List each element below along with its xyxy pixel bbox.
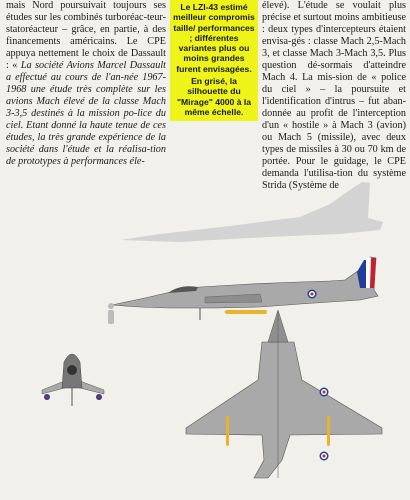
top-view-delta-wing [186,342,382,478]
lzi-43-front-view [42,354,104,406]
caption-main: Le LZI-43 estimé meilleur compromis taille/ performances ; différentes variantes plus ou moins grandes furent envisagées. [173,2,255,74]
top-view-missile-right [327,416,330,446]
side-roundel-inner [311,293,314,296]
caption-sidebar [170,0,258,121]
top-view-missile-left [226,416,229,446]
article-column-left [6,0,166,168]
front-view-intake [67,365,77,375]
lzi-43-side-view [112,257,378,320]
article-paragraph-right: élevé). L'étude se voulait plus précise et surtout moins ambitieuse : deux types d'intercepteurs étaient envisa-gés : classe Mach 2,5-Mach 3, et classe Mach 3-Mach 3,5. Plus question dé-sormais d'atteindre Mach 4. La mis-sion de « police du ciel » – la poursuite et l'identification d'intrus – fut aban-donnée au profit de l'interception d'un « hostile » à Mach 3 (avion) ou Mach 5 (missile), avec deux types de missiles à 30 ou 70 km de portée. Pour le guidage, le CPE demanda l'utilisa-tion du système Strida (Système de [262,0,406,191]
aircraft-drawings [0,160,410,500]
lzi-43-top-view [186,310,382,478]
article-text-left-start: mais Nord poursuivait toujours ses études sur les combinés turboréac-teur-statoréacteur – grâce, en partie, à des financements américains. Le CPE appuya nettement le choix de Dassault : « [6,0,166,71]
side-view-missile [225,310,267,314]
pilot-scale-figure [108,303,114,324]
article-paragraph-left [6,0,166,168]
mirage-4000-silhouette [120,182,383,242]
article-quote-left: La société Avions Marcel Dassault a effectué au cours de l'an-née 1967-1968 une étude très complète sur les avions Mach élevé de la classe Mach 3-3,5 destinés à la mission po-lice du ciel. Etant donné la haute tenue de ces études, la très grande expérience de la société dans l'étude et la réalisa-tion de prototypes à performances éle- [6,60,166,167]
caption-silhouette-note: En grisé, la silhouette du "Mirage" 4000 à la même échelle. [176,76,252,117]
aircraft-drawings-svg [0,160,410,500]
